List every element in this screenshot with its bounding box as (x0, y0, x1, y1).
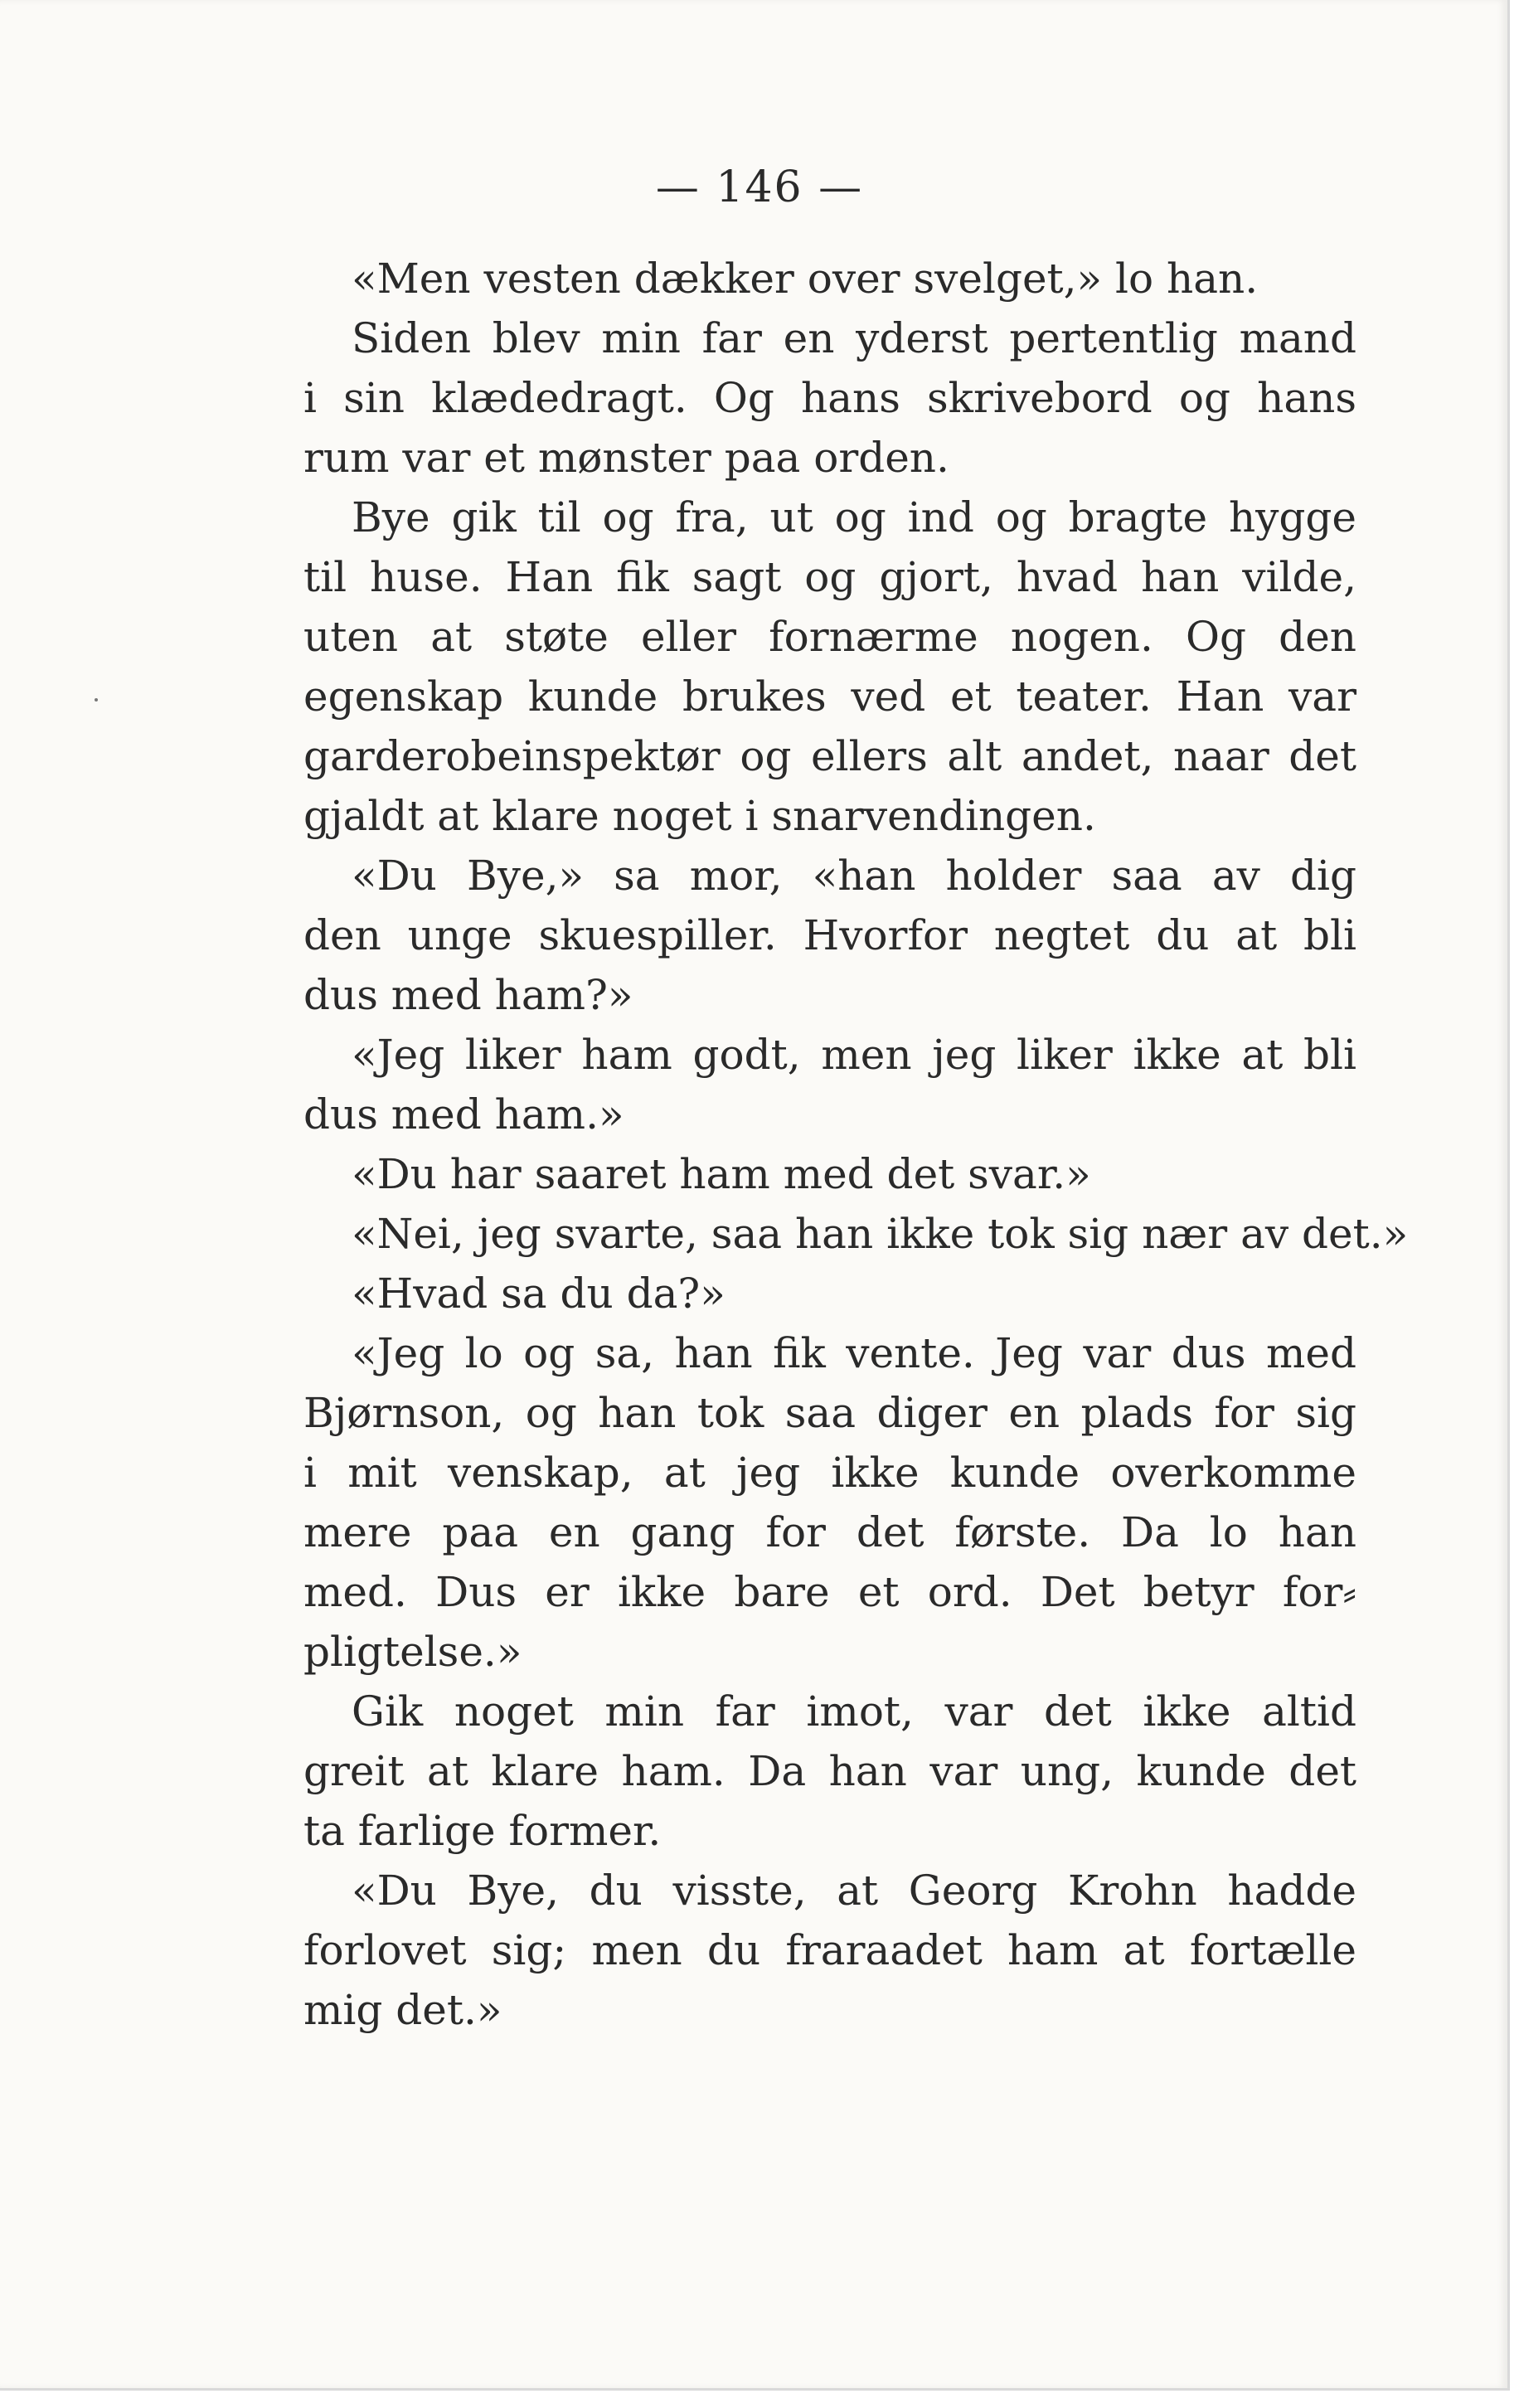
text-line: ta farlige former. (303, 1807, 662, 1855)
text-line: uten at støte eller fornærme nogen. Og den (303, 613, 1356, 661)
text-line: «Du Bye, du visste, at Georg Krohn hadde (352, 1867, 1356, 1915)
text-line: «Du Bye,» sa mor, «han holder saa av dig (352, 852, 1356, 900)
body-text (303, 249, 1409, 2040)
text-line: pligtelse.» (303, 1628, 522, 1676)
text-line: gjaldt at klare noget i snarvendingen. (303, 792, 1096, 840)
text-line: «Du har saaret ham med det svar.» (352, 1150, 1091, 1198)
page-number: — 146 — (655, 163, 864, 212)
text-line: til huse. Han fik sagt og gjort, hvad han vilde, (303, 553, 1356, 601)
text-line: «Hvad sa du da?» (352, 1270, 726, 1318)
text-line: dus med ham.» (303, 1090, 624, 1138)
text-line: «Men vesten dækker over svelget,» lo han. (352, 255, 1259, 303)
text-line: mere paa en gang for det første. Da lo han (303, 1508, 1356, 1556)
text-line: garderobeinspektør og ellers alt andet, naar det (303, 732, 1356, 780)
text-line: «Nei, jeg svarte, saa han ikke tok sig nær av det.» (352, 1210, 1409, 1258)
text-line: med. Dus er ikke bare et ord. Det betyr for⸗ (303, 1568, 1356, 1616)
text-line: rum var et mønster paa orden. (303, 434, 949, 482)
text-line: egenskap kunde brukes ved et teater. Han var (303, 672, 1356, 721)
text-line: i mit venskap, at jeg ikke kunde overkomme (303, 1449, 1356, 1497)
text-line: forlovet sig; men du fraraadet ham at fortælle (303, 1926, 1356, 1974)
text-line: dus med ham?» (303, 971, 633, 1019)
text-line: «Jeg liker ham godt, men jeg liker ikke at bli (352, 1031, 1356, 1079)
text-line: i sin klædedragt. Og hans skrivebord og hans (303, 374, 1356, 422)
text-line: Bjørnson, og han tok saa diger en plads for sig (303, 1389, 1356, 1437)
text-line: greit at klare ham. Da han var ung, kunde det (303, 1747, 1356, 1795)
text-line: Siden blev min far en yderst pertentlig mand (352, 314, 1356, 362)
text-line: den unge skuespiller. Hvorfor negtet du at bli (303, 911, 1356, 959)
text-line: «Jeg lo og sa, han fik vente. Jeg var dus med (352, 1329, 1356, 1377)
text-line: Bye gik til og fra, ut og ind og bragte hygge (352, 493, 1356, 541)
print-speck (95, 698, 98, 702)
text-line: Gik noget min far imot, var det ikke altid (352, 1687, 1356, 1736)
text-line: mig det.» (303, 1986, 502, 2034)
